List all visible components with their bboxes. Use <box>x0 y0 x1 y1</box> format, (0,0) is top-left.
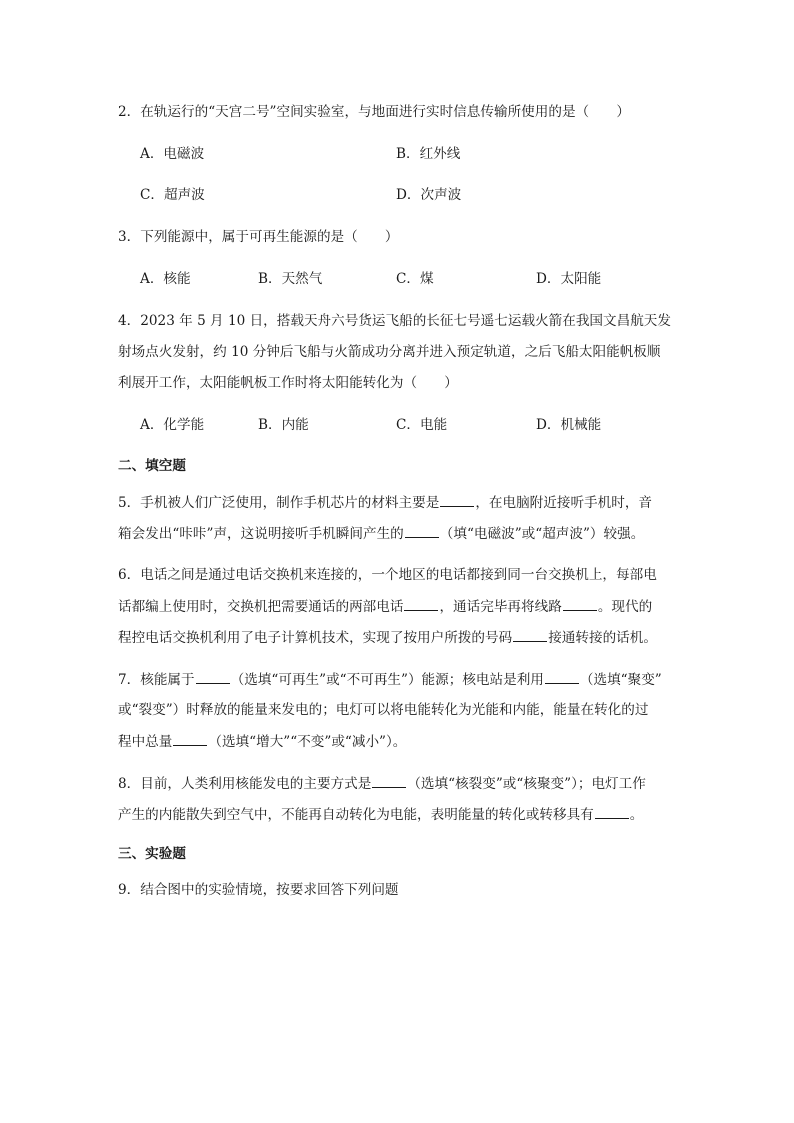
question-2-stem: 2．在轨运行的“天宫二号”空间实验室，与地面进行实时信息传输所使用的是（ ） <box>118 104 630 120</box>
question-4-option-d: D．机械能 <box>536 417 602 433</box>
question-6-text: 程控电话交换机利用了电子计算机技术，实现了按用户所拨的号码 <box>118 630 513 646</box>
question-3-stem: 3．下列能源中，属于可再生能源的是（ ） <box>118 229 399 245</box>
answer-blank[interactable] <box>595 804 629 819</box>
answer-blank[interactable] <box>513 627 547 642</box>
question-7-line-2: 或“裂变”）时释放的能量来发电的；电灯可以将电能转化为光能和内能，能量在转化的过 <box>118 702 649 718</box>
question-2-option-a: A．电磁波 <box>140 146 205 162</box>
question-5-text: 箱会发出“咔咔”声，这说明接听手机瞬间产生的 <box>118 526 404 542</box>
question-4-line-3: 利展开工作，太阳能帆板工作时将太阳能转化为（ ） <box>118 375 458 391</box>
question-6-text: 。现代的 <box>597 599 653 615</box>
question-6-line-3 <box>118 627 657 648</box>
answer-blank[interactable] <box>196 669 230 684</box>
question-7-text: （选填“聚变” <box>579 672 662 688</box>
answer-blank[interactable] <box>545 669 579 684</box>
question-4-line-1: 4．2023 年 5 月 10 日，搭载天舟六号货运飞船的长征七号遥七运载火箭在我国文昌航天发 <box>118 313 671 329</box>
question-8-text: 。 <box>629 807 644 823</box>
question-8-line-2 <box>118 804 643 825</box>
question-5-line-1 <box>118 492 652 513</box>
question-2-option-c: C．超声波 <box>140 187 205 203</box>
question-5-text: ，在电脑附近接听手机时，音 <box>475 495 653 511</box>
answer-blank[interactable] <box>372 773 406 788</box>
question-3-option-d: D．太阳能 <box>536 271 602 287</box>
question-5-line-2 <box>118 523 644 544</box>
question-6-text: 接通转接的话机。 <box>548 630 657 646</box>
question-6-line-2 <box>118 596 652 617</box>
question-5-text: （填“电磁波”或“超声波”）较强。 <box>439 526 645 542</box>
question-7-text: 程中总量 <box>118 734 173 750</box>
question-6-line-1: 6．电话之间是通过电话交换机来连接的，一个地区的电话都接到同一台交换机上，每部电 <box>118 567 657 583</box>
question-7-text: （选填“可再生”或“不可再生”）能源；核电站是利用 <box>230 672 544 688</box>
question-8-line-1 <box>118 773 646 794</box>
question-8-text: 8．目前，人类利用核能发电的主要方式是 <box>118 776 372 792</box>
question-4-option-c: C．电能 <box>396 417 448 433</box>
question-2-option-b: B．红外线 <box>396 146 461 162</box>
answer-blank[interactable] <box>440 492 474 507</box>
question-7-line-1 <box>118 669 662 690</box>
question-4-option-b: B．内能 <box>258 417 309 433</box>
question-4-option-a: A．化学能 <box>140 417 205 433</box>
question-3-option-c: C．煤 <box>396 271 434 287</box>
answer-blank[interactable] <box>405 523 439 538</box>
question-7-text: （选填“增大”“不变”或“减小”）。 <box>208 734 407 750</box>
question-4-line-2: 射场点火发射，约 10 分钟后飞船与火箭成功分离并进入预定轨道，之后飞船太阳能帆板顺 <box>118 344 661 360</box>
question-3-option-b: B．天然气 <box>258 271 323 287</box>
question-2-option-d: D．次声波 <box>396 187 462 203</box>
section-fill-in-heading: 二、填空题 <box>118 458 186 474</box>
question-5-text: 5．手机被人们广泛使用，制作手机芯片的材料主要是 <box>118 495 440 511</box>
answer-blank[interactable] <box>563 596 597 611</box>
question-7-text: 7．核能属于 <box>118 672 195 688</box>
question-3-option-a: A．核能 <box>140 271 191 287</box>
question-6-text: ，通话完毕再将线路 <box>439 599 562 615</box>
section-experiment-heading: 三、实验题 <box>118 846 186 862</box>
answer-blank[interactable] <box>173 731 207 746</box>
question-7-line-3 <box>118 731 406 752</box>
answer-blank[interactable] <box>404 596 438 611</box>
question-8-text: 产生的内能散失到空气中，不能再自动转化为电能，表明能量的转化或转移具有 <box>118 807 594 823</box>
question-8-text: （选填“核裂变”或“核聚变”）；电灯工作 <box>407 776 646 792</box>
question-6-text: 话都编上使用时，交换机把需要通话的两部电话 <box>118 599 404 615</box>
question-9-stem: 9．结合图中的实验情境，按要求回答下列问题 <box>118 882 399 898</box>
